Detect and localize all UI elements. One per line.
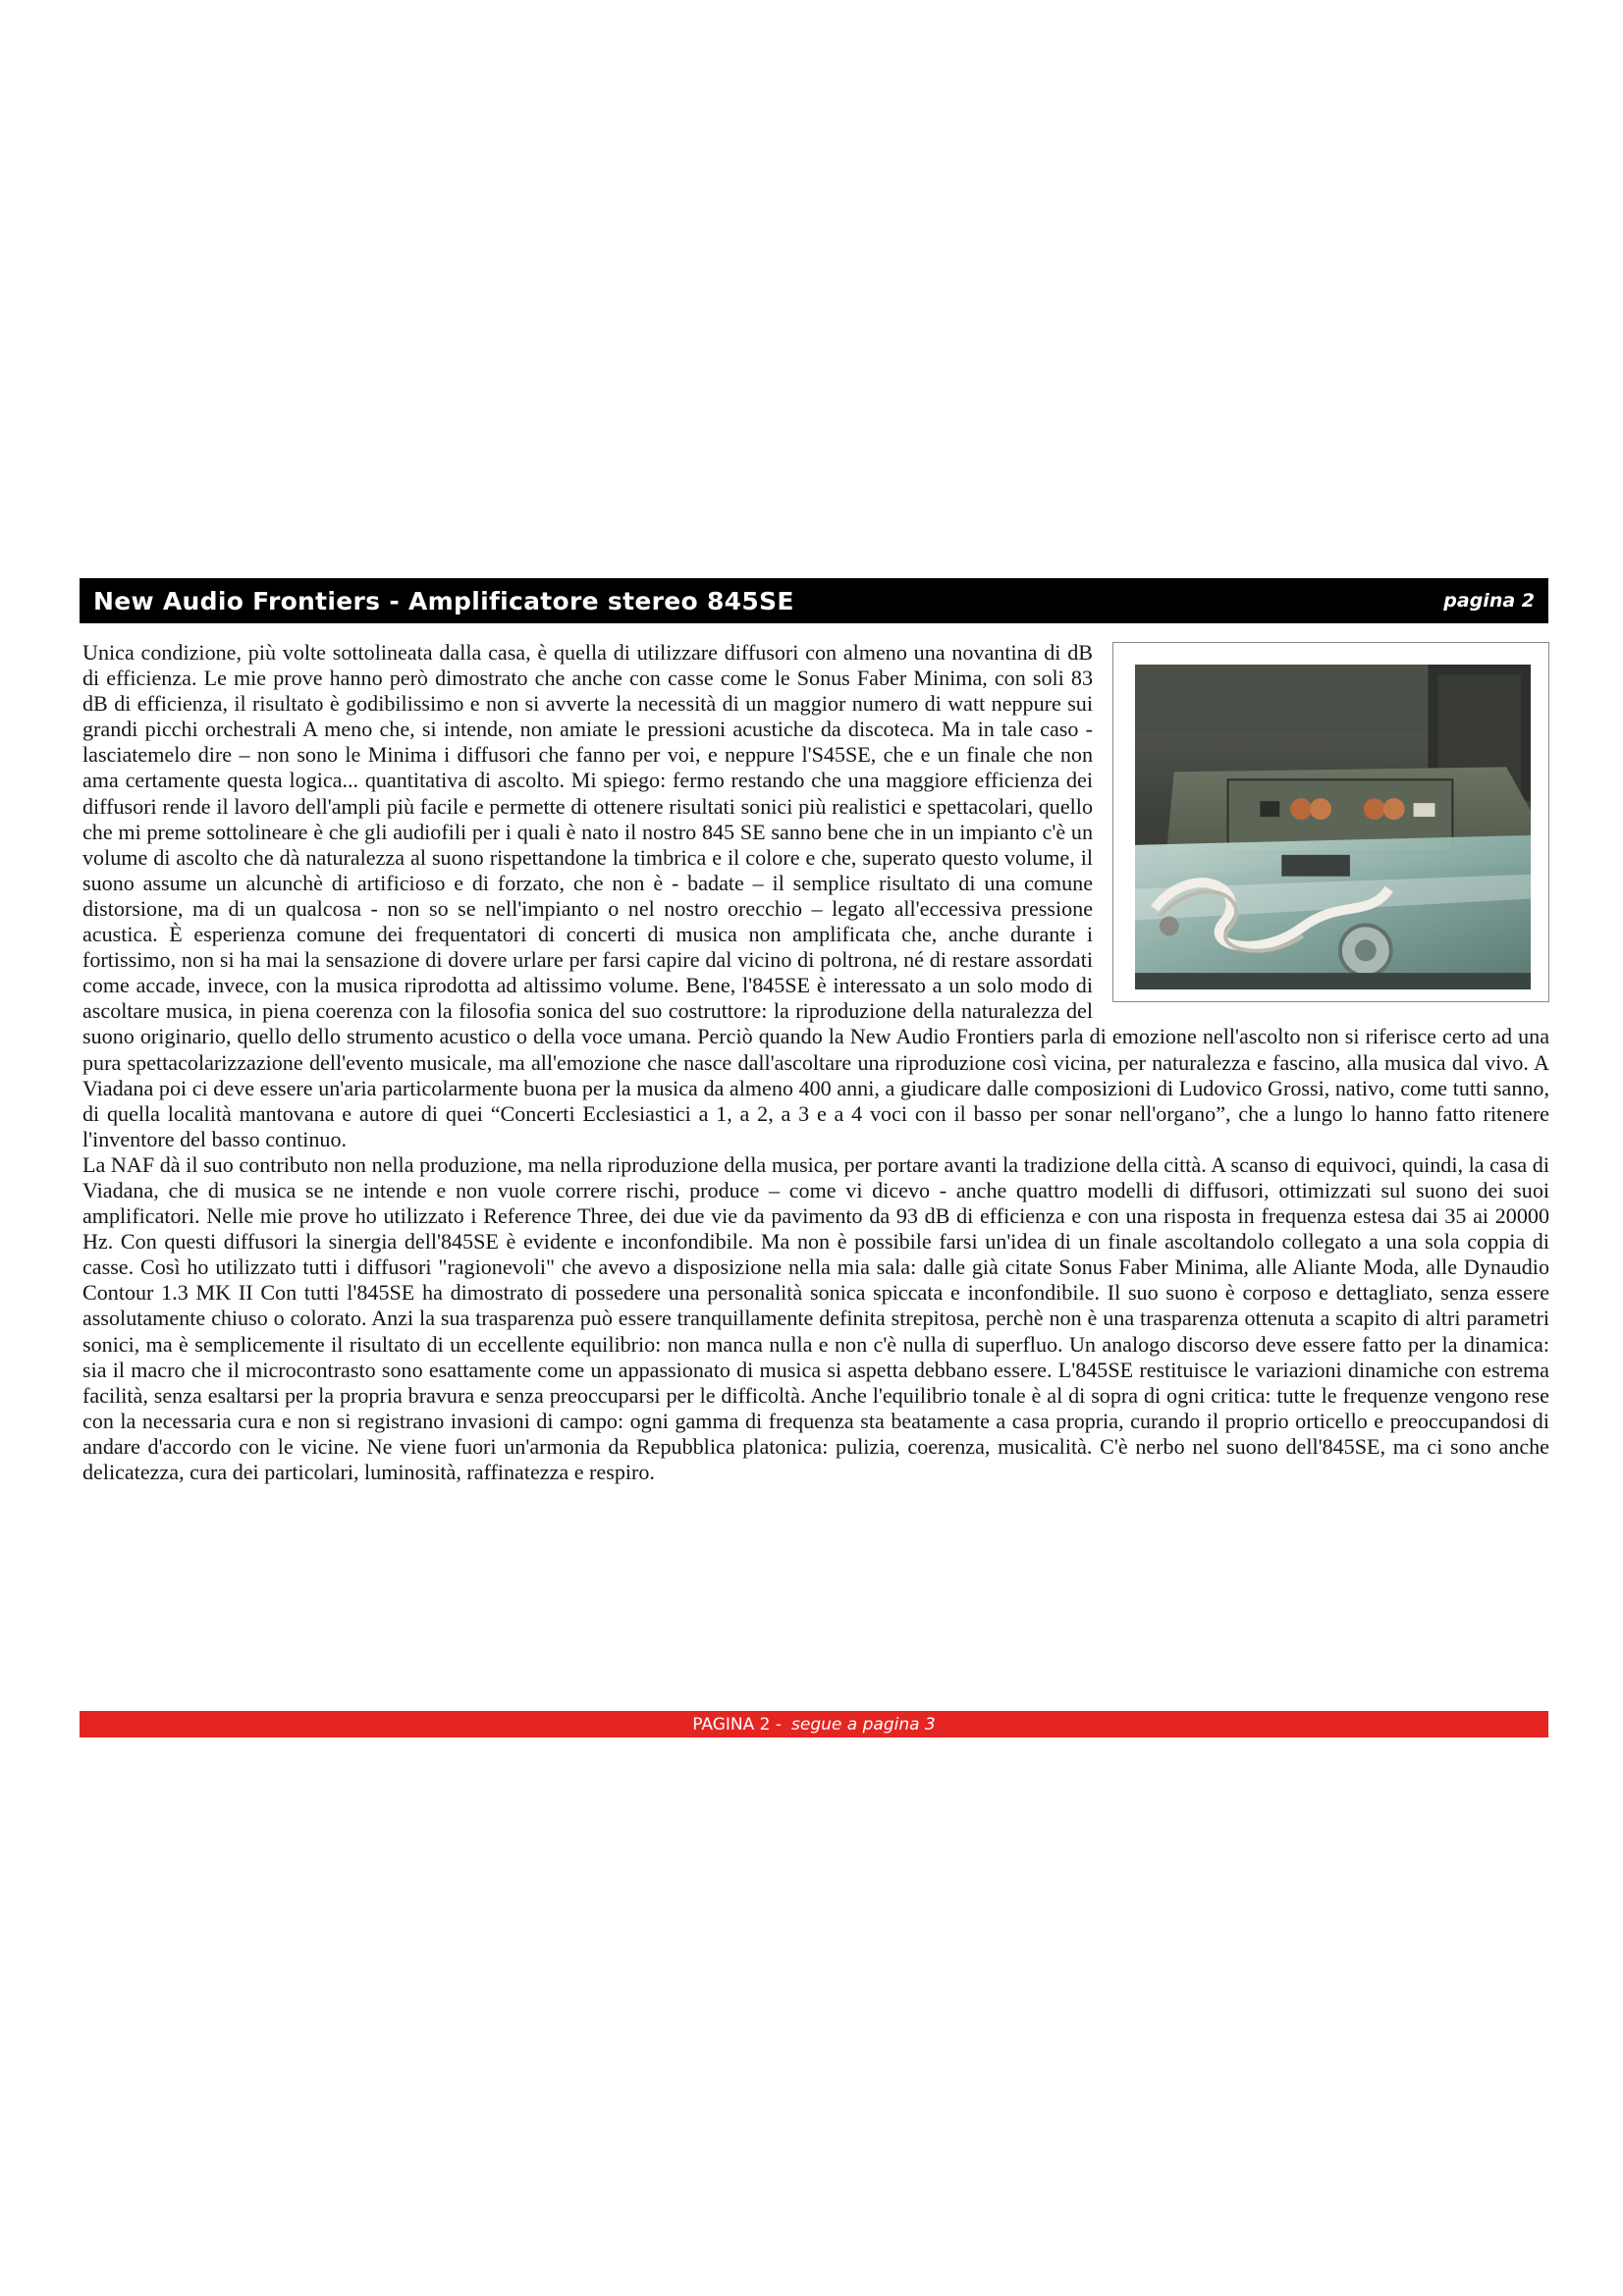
amplifier-photo — [1135, 665, 1531, 989]
continue-link[interactable]: segue a pagina 3 — [791, 1714, 936, 1735]
title-bar — [80, 578, 1548, 623]
amplifier-photo-image — [1135, 665, 1531, 989]
page-number: pagina 2 — [1443, 590, 1535, 612]
footer-bar — [80, 1711, 1548, 1737]
photo-frame — [1112, 642, 1549, 1002]
article-body — [82, 640, 1549, 1485]
article-paragraph: Unica condizione, più volte sottolineata dalla casa, è quella di utilizzare diffusori con almeno una novantina di dB di efficienza. Le mie prove hanno però dimostrato che anche con casse come le Sonus Faber Minima, con soli 83 dB di efficienza, il risultato è godibilissimo e non si avverte la necessità di un maggior numero di watt neppure sui grandi picchi orchestrali A meno che, si intende, non amiate le pressioni acustiche da discoteca. Ma in tale caso - lasciatemelo dire – non sono le Minima i diffusori che fanno per voi, e neppure l'S45SE, che e un finale che non ama certamente questa logica... quantitativa di ascolto. Mi spiego: fermo restando che una maggiore efficienza dei diffusori rende il lavoro dell'ampli più facile e permette di ottenere risultati sonici più realistici e spettacolari, quello che mi preme sottolineare è che gli audiofili per i quali è nato il nostro 845 SE sanno bene che in un impianto c'è un volume di ascolto che dà naturalezza al suono rispettandone la timbrica e il colore e che, superato questo volume, il suono assume un alcunchè di artificioso e di forzato, che non è - badate – il semplice risultato di una comune distorsione, ma di un qualcosa - non so se nell'impianto o nel nostro orecchio – legato all'eccessiva pressione acustica. È esperienza comune dei frequentatori di concerti di musica non amplificata che, anche durante i fortissimo, non si ha mai la sensazione di dovere urlare per farsi capire dal vicino di poltrona, né di restare assordati come accade, invece, con la musica riprodotta ad altissimo volume. Bene, l'845SE è interessato a un solo modo di ascoltare musica, in piena coerenza con la filosofia sonica del suo costruttore: la riproduzione della naturalezza del suono originario, quello dello strumento acustico o della voce umana. Perciò quando la New Audio Frontiers parla di emozione nell'ascolto non si riferisce certo ad una pura spettacolarizzazione dell'evento musicale, ma all'emozione che nasce dall'ascoltare una riproduzione così vicina, per naturalezza e fascino, alla musica dal vivo. A Viadana poi ci deve essere un'aria particolarmente buona per la musica da almeno 400 anni, a giudicare dalle composizioni di Ludovico Grossi, nativo, come tutti sanno, di quella località mantovana e autore di quei “Concerti Ecclesiastici a 1, a 2, a 3 e a 4 voci con il basso per sonar nell'organo”, che a lungo lo hanno fatto ritenere l'inventore del basso continuo. — [82, 640, 1549, 1151]
article-paragraph: La NAF dà il suo contributo non nella produzione, ma nella riproduzione della musica, per portare avanti la tradizione della città. A scanso di equivoci, quindi, la casa di Viadana, che di musica se ne intende e non vuole correre rischi, produce – come vi dicevo - anche quattro modelli di diffusori, ottimizzati sul suono dei suoi amplificatori. Nelle mie prove ho utilizzato i Reference Three, dei due vie da pavimento da 93 dB di efficienza e con una risposta in frequenza estesa dai 35 ai 20000 Hz. Con questi diffusori la sinergia dell'845SE è evidente e inconfondibile. Ma non è possibile farsi un'idea di un finale ascoltandolo collegato a una sola coppia di casse. Così ho utilizzato tutti i diffusori "ragionevoli" che avevo a disposizione nella mia sala: dalle già citate Sonus Faber Minima, alle Aliante Moda, alle Dynaudio Contour 1.3 MK II Con tutti l'845SE ha dimostrato di possedere una personalità sonica spiccata e inconfondibile. Il suo suono è corposo e dettagliato, senza essere assolutamente chiuso o colorato. Anzi la sua trasparenza può essere tranquillamente definita strepitosa, perchè non è una trasparenza ottenuta a scapito di altri parametri sonici, ma è semplicemente il risultato di un eccellente equilibrio: non manca nulla e non c'è nulla di superfluo. Un analogo discorso deve essere fatto per la dinamica: sia il macro che il microcontrasto sono esattamente come un appassionato di musica si aspetta debbano essere. L'845SE restituisce le variazioni dinamiche con estrema facilità, senza esaltarsi per la propria bravura e senza preoccuparsi per le difficoltà. Anche l'equilibrio tonale è al di sopra di ogni critica: tutte le frequenze vengono rese con la necessaria cura e non si registrano invasioni di campo: ogni gamma di frequenza sta beatamente a casa propria, curando il proprio orticello e preoccupandosi di andare d'accordo con le vicine. Ne viene fuori un'armonia da Repubblica platonica: pulizia, coerenza, musicalità. C'è nerbo nel suono dell'845SE, ma ci sono anche delicatezza, cura dei particolari, luminosità, raffinatezza e respiro. — [82, 1151, 1549, 1484]
footer-page-label: PAGINA 2 - — [692, 1714, 783, 1735]
article-title: New Audio Frontiers - Amplificatore stereo 845SE — [93, 586, 794, 615]
